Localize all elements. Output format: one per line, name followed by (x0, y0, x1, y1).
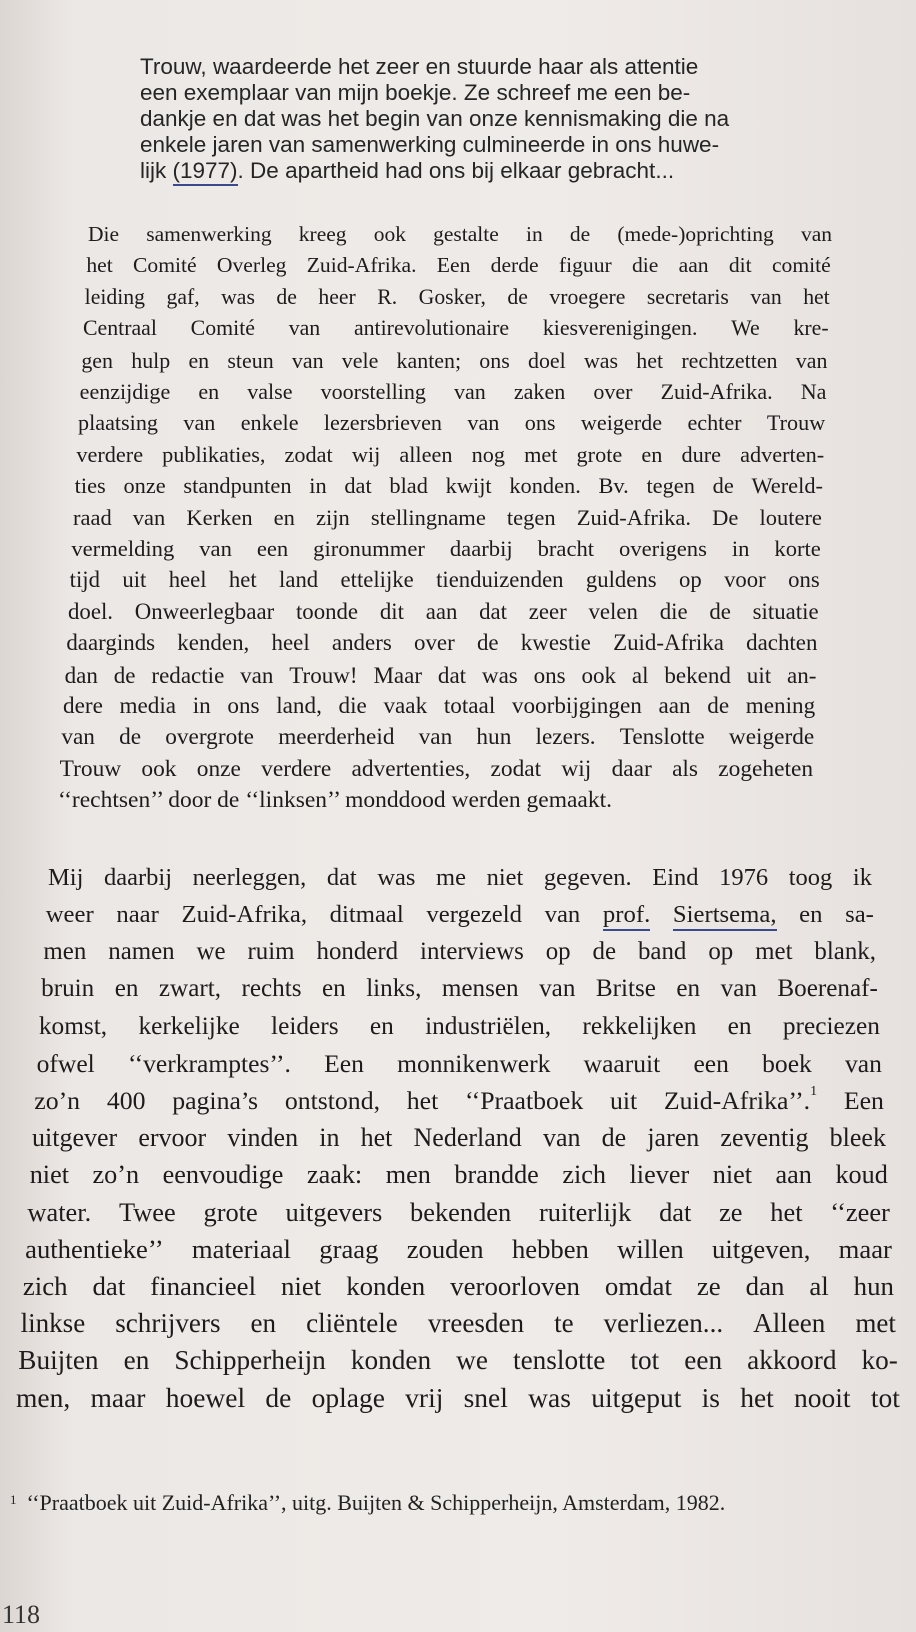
text-line: bruin en zwart, rechts en links, mensen van Britse en van Boerenaf- (41, 975, 878, 1002)
quote-line: enkele jaren van samenwerking culmineerde in ons huwe- (140, 132, 720, 157)
footnote-reference: 1 (810, 1084, 818, 1099)
text-line: authentieke’’ materiaal graag zouden hebben willen uitgeven, maar (25, 1234, 892, 1264)
text-line: vermelding van een gironummer daarbij bracht overigens in korte (71, 536, 821, 561)
text-line: ofwel ‘‘verkramptes’’. Een monnikenwerk waaruit een boek van (36, 1049, 882, 1078)
text-line: uitgever ervoor vinden in het Nederland van de jaren zeventig bleek (32, 1123, 886, 1152)
text-line: Die samenwerking kreeg ook gestalte in de (mede-)oprichting van (88, 222, 832, 246)
text-line: water. Twee grote uitgevers bekenden ruiterlijk dat ze het ‘‘zeer (27, 1197, 890, 1227)
quote-line: dankje en dat was het begin van onze kennismaking die na (140, 106, 730, 131)
footnote-marker: 1 (10, 1492, 17, 1507)
text-line: Mij daarbij neerleggen, dat was me niet gegeven. Eind 1976 toog ik (48, 864, 872, 891)
text-line: komst, kerkelijke leiders en industriëlen, rekkelijken en preciezen (38, 1012, 880, 1040)
text-line: Buijten en Schipperheijn konden we tenslotte tot een akkoord ko- (18, 1345, 898, 1375)
text-line: eenzijdige en valse voorstelling van zaken over Zuid-Afrika. Na (79, 379, 827, 404)
text-line: het Comité Overleg Zuid-Afrika. Een derde figuur die aan dit comité (86, 253, 831, 278)
text-line: ties onze standpunten in dat blad kwijt konden. Bv. tegen de Wereld- (74, 473, 823, 499)
text-line: men namen we ruim honderd interviews op de band op met blank, (43, 938, 876, 965)
footnote (10, 1490, 900, 1516)
text-line: dere media in ons land, die vaak totaal voorbijgingen aan de mening (63, 693, 816, 719)
text-line: leiding gaf, was de heer R. Gosker, de vroegere secretaris van het (84, 284, 830, 309)
text-line: raad van Kerken en zijn stellingname tegen Zuid-Afrika. De loutere (73, 504, 822, 530)
text-line: weer naar Zuid-Afrika, ditmaal vergezeld van prof. Siertsema, en sa- (46, 901, 874, 931)
quoted-passage (140, 54, 830, 184)
text-line: dan de redactie van Trouw! Maar dat was ons ook al bekend uit an- (64, 661, 817, 688)
text-line: verdere publikaties, zodat wij alleen nog met grote en dure adverten- (76, 441, 825, 467)
text-line: doel. Onweerlegbaar toonde dit aan dat zeer velen die de situatie (68, 598, 819, 624)
text-line: linkse schrijvers en cliëntele vreesden te verliezen... Alleen met (20, 1308, 896, 1338)
underlined-name: prof. (603, 901, 650, 931)
text-line: men, maar hoewel de oplage vrij snel was uitgeput is het nooit tot (16, 1382, 900, 1413)
text-line: tijd uit heel het land ettelijke tienduizenden guldens op voor ons (69, 567, 820, 593)
text-line: van de overgrote meerderheid van hun lezers. Tenslotte weigerde (61, 724, 815, 751)
text-line: Trouw ook onze verdere advertenties, zodat wij daar als zogeheten (59, 755, 814, 782)
text-line: plaatsing van enkele lezersbrieven van ons weigerde echter Trouw (78, 410, 826, 436)
text-line: daarginds kenden, heel anders over de kwestie Zuid-Afrika dachten (66, 630, 818, 656)
quote-line-underlined-year: lijk (1977). De apartheid had ons bij elkaar gebracht... (140, 158, 830, 184)
text-line: zo’n 400 pagina’s ontstond, het ‘‘Praatboek uit Zuid-Afrika’’.$^1$ Een (34, 1084, 884, 1115)
text-line: ‘‘rechtsen’’ door de ‘‘linksen’’ monddood werden gemaakt. (58, 787, 612, 814)
underlined-name: Siertsema, (673, 901, 777, 931)
footnote-text: ‘‘Praatboek uit Zuid-Afrika’’, uitg. Buijten & Schipperheijn, Amsterdam, 1982. (26, 1490, 726, 1515)
text-line: gen hulp en steun van vele kanten; ons doel was het rechtzetten van (81, 347, 828, 373)
text-line: Centraal Comité van antirevolutionaire kiesverenigingen. We kre- (83, 316, 829, 341)
footnote-suffix: Een (843, 1086, 884, 1115)
underlined-year: (1977) (173, 158, 238, 186)
quote-line: Trouw, waardeerde het zeer en stuurde haar als attentie (140, 54, 699, 79)
text-line: niet zo’n eenvoudige zaak: men brandde zich liever niet aan koud (29, 1160, 888, 1189)
quote-line: een exemplaar van mijn boekje. Ze schreef me een be- (140, 80, 691, 105)
text-line: zich dat financieel niet konden veroorloven omdat ze dan al hun (22, 1271, 894, 1301)
page-number: 118 (2, 1600, 41, 1629)
